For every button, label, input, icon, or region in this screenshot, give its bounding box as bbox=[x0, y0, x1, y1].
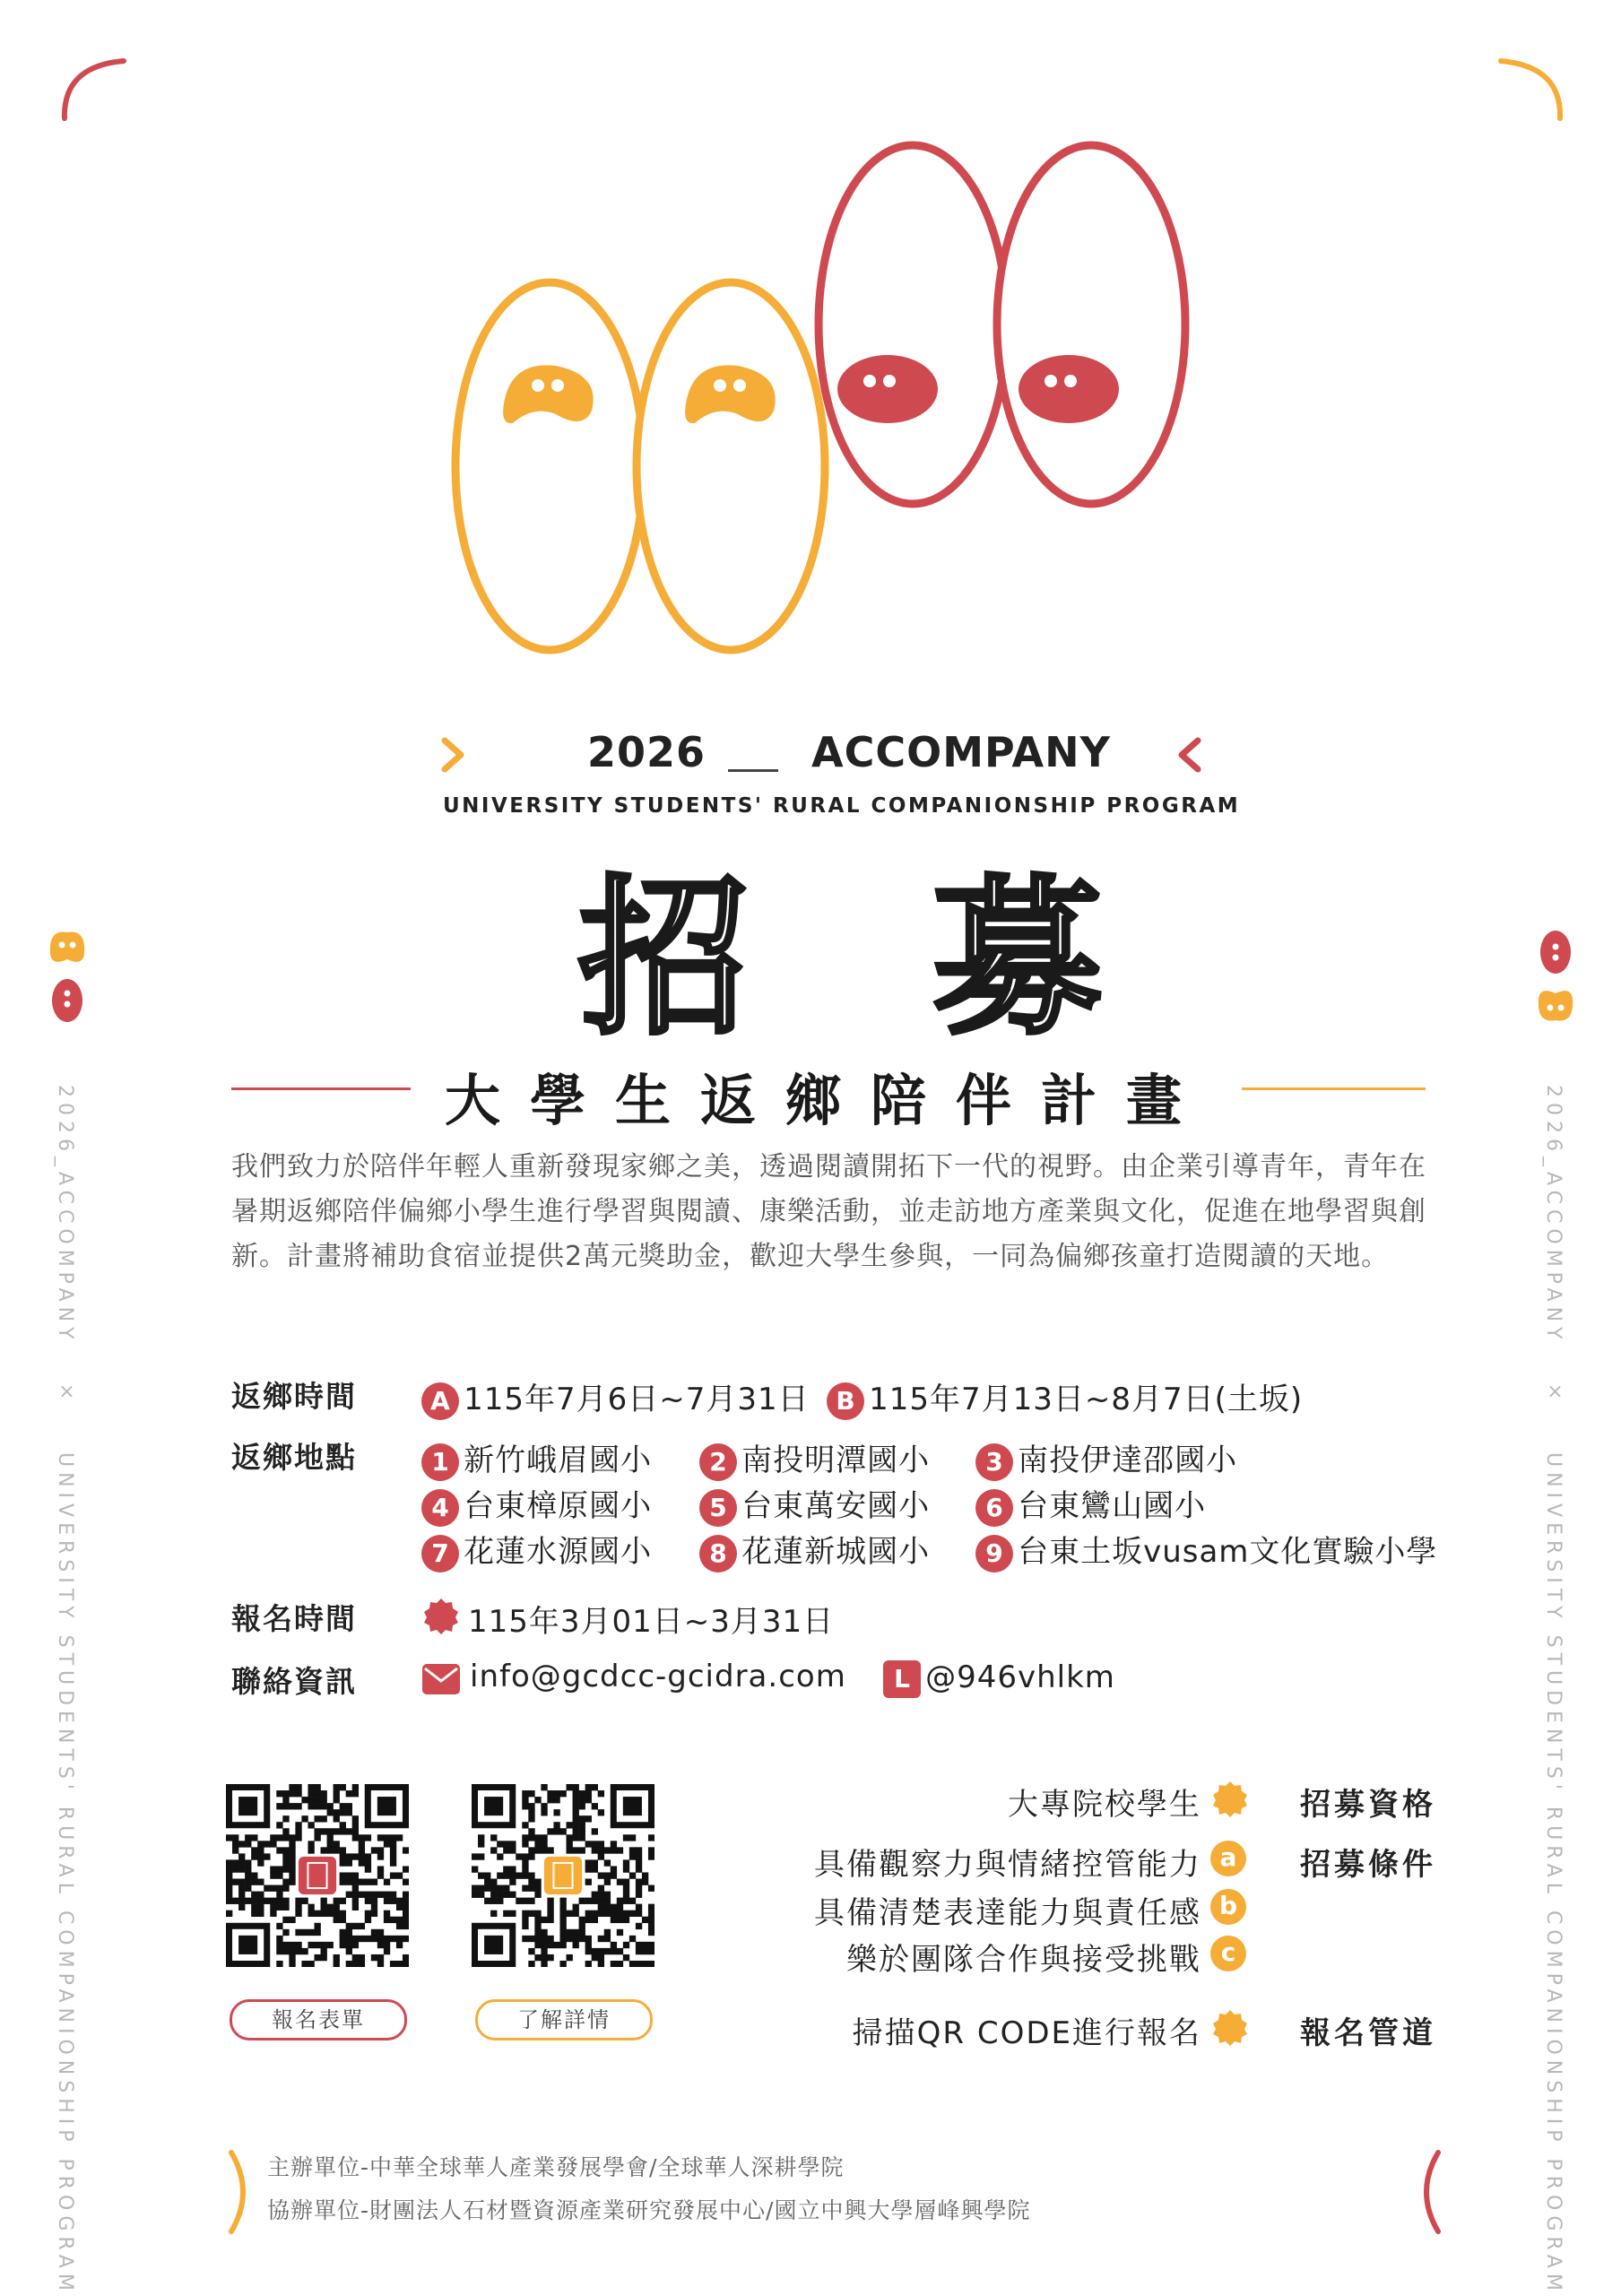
signup-form-button[interactable]: 報名表單 bbox=[230, 1999, 407, 2040]
line-id[interactable] bbox=[883, 1659, 1115, 1698]
bracket-right-icon bbox=[1413, 2147, 1445, 2237]
location-item bbox=[421, 1481, 652, 1527]
qr-code-details[interactable] bbox=[472, 1784, 654, 1967]
co-organizer-text: 協辦單位-財團法人石材暨資源產業研究發展中心/國立中興大學層峰興學院 bbox=[267, 2197, 1031, 2223]
title-rule-right bbox=[1242, 1087, 1426, 1090]
mini-eyes-left bbox=[47, 923, 88, 1029]
qr-code-details-image bbox=[472, 1784, 654, 1967]
seal-icon bbox=[1210, 2008, 1250, 2048]
location-text: 南投明潭國小 bbox=[741, 1443, 931, 1478]
header-year: 2026 bbox=[587, 728, 706, 776]
condition-text: 具備清楚表達能力與責任感 bbox=[814, 1895, 1201, 1931]
location-badge: 2 bbox=[699, 1443, 737, 1481]
chevron-left-icon bbox=[1173, 735, 1205, 775]
period-a-badge: A bbox=[421, 1382, 459, 1420]
location-badge: 6 bbox=[975, 1489, 1013, 1527]
eligibility-heading: 招募資格 bbox=[1300, 1787, 1436, 1823]
location-badge: 8 bbox=[699, 1535, 737, 1573]
line-icon: L bbox=[883, 1660, 921, 1698]
location-item bbox=[699, 1435, 930, 1481]
side-text-left-top: 2026_ACCOMPANY bbox=[54, 1085, 76, 1345]
header-divider bbox=[728, 769, 778, 772]
chevron-right-icon bbox=[438, 735, 470, 775]
signup-label: 報名時間 bbox=[231, 1601, 357, 1636]
location-badge: 1 bbox=[421, 1443, 459, 1481]
location-text: 南投伊達邵國小 bbox=[1018, 1443, 1238, 1478]
location-text: 花蓮新城國小 bbox=[741, 1534, 931, 1570]
period-b-text: 115年7月13日~8月7日(土坂) bbox=[869, 1382, 1304, 1417]
condition-text: 具備觀察力與情緒控管能力 bbox=[814, 1847, 1201, 1883]
intro-paragraph: 我們致力於陪伴年輕人重新發現家鄉之美，透過閱讀開拓下一代的視野。由企業引導青年，青年在暑期返鄉陪伴偏鄉小學生進行學習與閱讀、康樂活動，並走訪地方產業與文化，促進在地學習與創新。計畫將補助食宿並提供2萬元獎助金，歡迎大學生參與，一同為偏鄉孩童打造閱讀的天地。 bbox=[231, 1151, 1426, 1272]
location-text: 新竹峨眉國小 bbox=[464, 1443, 653, 1478]
mini-eyes-right bbox=[1535, 923, 1576, 1029]
period-a bbox=[421, 1374, 810, 1420]
channel-text: 掃描QR CODE進行報名 bbox=[852, 2015, 1201, 2051]
location-badge: 3 bbox=[975, 1443, 1013, 1481]
corner-arc-top-right bbox=[1490, 54, 1571, 126]
qr-code-signup[interactable] bbox=[226, 1784, 409, 1967]
side-text-left-bottom: UNIVERSITY STUDENTS' RURAL COMPANIONSHIP PROGRAM bbox=[54, 1452, 76, 2296]
location-item bbox=[421, 1527, 652, 1573]
signup-text: 115年3月01日~3月31日 bbox=[468, 1604, 835, 1640]
seal-icon bbox=[421, 1597, 461, 1636]
eligibility-text: 大專院校學生 bbox=[1008, 1787, 1201, 1823]
location-badge: 7 bbox=[421, 1535, 459, 1573]
condition-badge: a bbox=[1210, 1841, 1246, 1876]
side-separator-right: × bbox=[1544, 1381, 1566, 1408]
period-label: 返鄉時間 bbox=[231, 1379, 357, 1414]
period-a-text: 115年7月6日~7月31日 bbox=[464, 1382, 810, 1417]
headline-char-2: 募 bbox=[932, 860, 1104, 1058]
period-b bbox=[827, 1374, 1303, 1420]
location-badge: 5 bbox=[699, 1489, 737, 1527]
conditions-heading: 招募條件 bbox=[1300, 1847, 1436, 1883]
location-item bbox=[975, 1527, 1437, 1573]
header-title: ACCOMPANY bbox=[811, 728, 1111, 776]
title-rule-left bbox=[231, 1087, 411, 1090]
learn-more-button[interactable]: 了解詳情 bbox=[475, 1999, 653, 2040]
corner-arc-top-left bbox=[54, 54, 134, 126]
header-subtitle: UNIVERSITY STUDENTS' RURAL COMPANIONSHIP PROGRAM bbox=[443, 794, 1241, 818]
location-item bbox=[975, 1481, 1206, 1527]
bracket-left-icon bbox=[224, 2147, 256, 2237]
location-item bbox=[975, 1435, 1237, 1481]
location-text: 台東土坂vusam文化實驗小學 bbox=[1018, 1534, 1438, 1570]
condition-badge: c bbox=[1210, 1936, 1246, 1971]
contact-email[interactable]: info@gcdcc-gcidra.com bbox=[470, 1659, 846, 1694]
line-id-text: @946vhlkm bbox=[925, 1659, 1115, 1695]
condition-badge: b bbox=[1210, 1889, 1246, 1925]
location-badge: 9 bbox=[975, 1535, 1013, 1573]
headline-char-1: 招 bbox=[578, 860, 750, 1058]
channel-heading: 報名管道 bbox=[1300, 2015, 1436, 2051]
location-item bbox=[421, 1435, 652, 1481]
side-text-right-bottom: UNIVERSITY STUDENTS' RURAL COMPANIONSHIP PROGRAM bbox=[1542, 1452, 1565, 2296]
location-item bbox=[699, 1527, 930, 1573]
location-text: 台東樟原國小 bbox=[464, 1488, 653, 1524]
location-label: 返鄉地點 bbox=[231, 1440, 357, 1475]
side-text-right-top: 2026_ACCOMPANY bbox=[1542, 1085, 1565, 1345]
location-item bbox=[699, 1481, 930, 1527]
side-separator-left: × bbox=[56, 1381, 78, 1408]
seal-icon bbox=[1210, 1780, 1250, 1819]
mail-icon bbox=[421, 1661, 461, 1697]
location-text: 花蓮水源國小 bbox=[464, 1534, 653, 1570]
eyes-illustration bbox=[430, 126, 1201, 663]
location-badge: 4 bbox=[421, 1489, 459, 1527]
contact-label: 聯絡資訊 bbox=[231, 1664, 357, 1699]
condition-text: 樂於團隊合作與接受挑戰 bbox=[846, 1942, 1201, 1978]
organizer-text: 主辦單位-中華全球華人產業發展學會/全球華人深耕學院 bbox=[267, 2154, 845, 2180]
location-text: 台東萬安國小 bbox=[741, 1488, 931, 1524]
program-title: 大學生返鄉陪伴計畫 bbox=[445, 1068, 1212, 1133]
period-b-badge: B bbox=[827, 1382, 864, 1420]
location-text: 台東鸞山國小 bbox=[1018, 1488, 1207, 1524]
qr-code-signup-image bbox=[226, 1784, 409, 1967]
